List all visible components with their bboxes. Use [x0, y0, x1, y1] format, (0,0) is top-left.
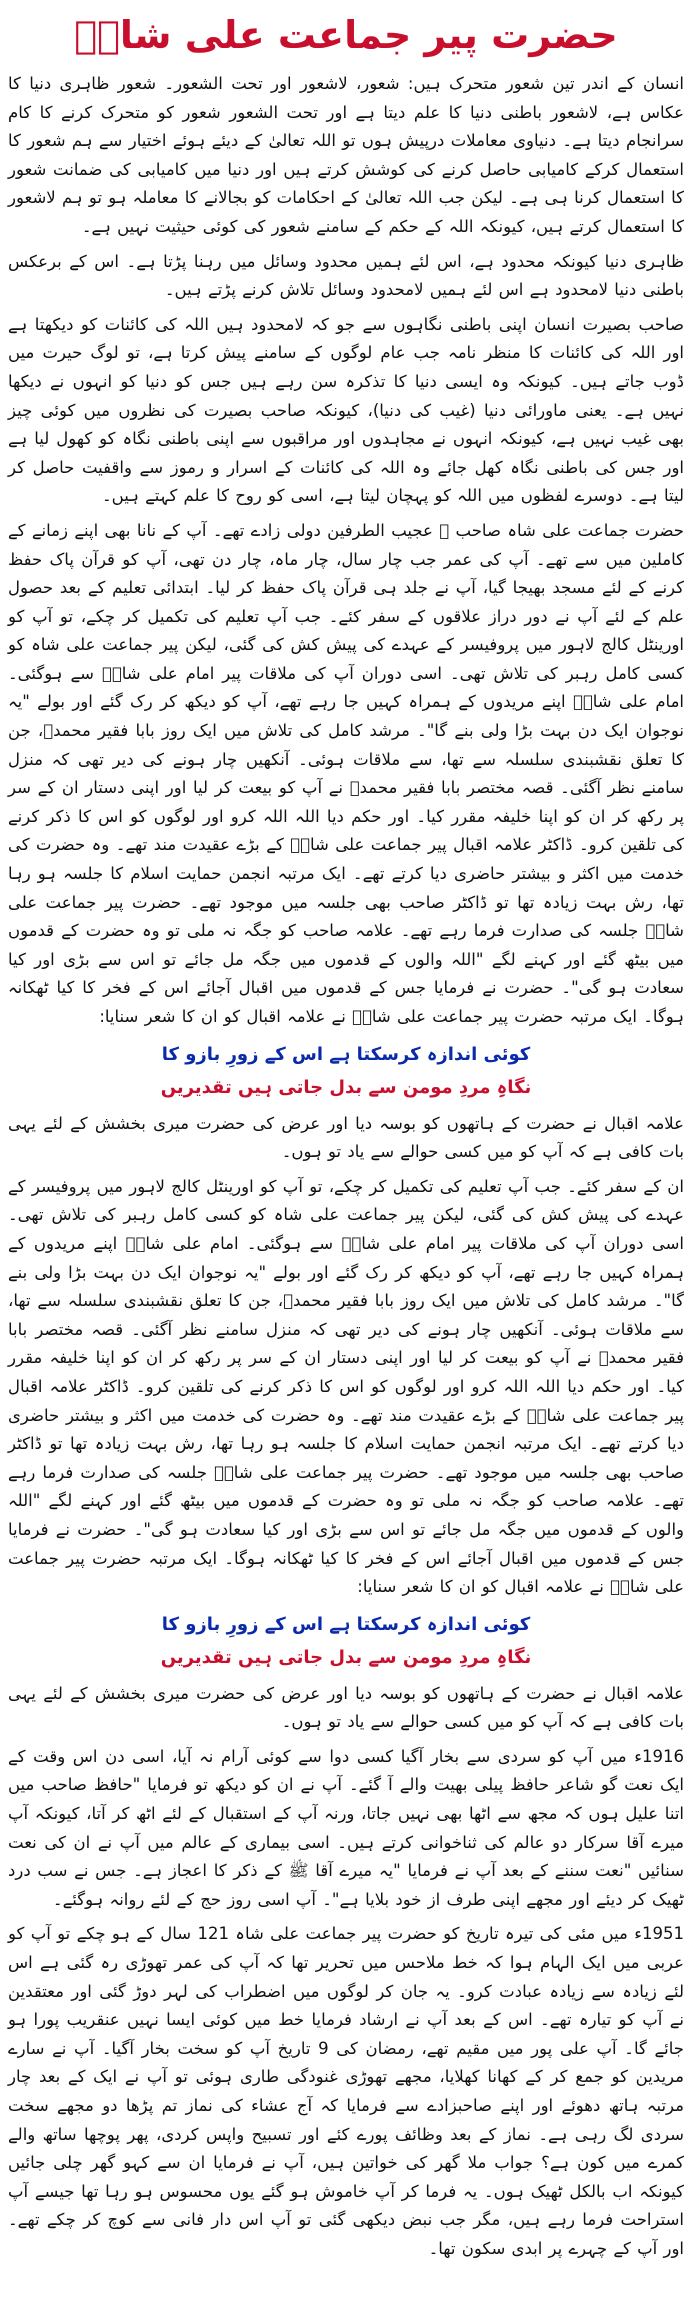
- poetry-couplet: [8, 1608, 684, 1674]
- paragraph: 1951ء میں مئی کی تیرہ تاریخ کو حضرت پیر جماعت علی شاہ 121 سال کے ہو چکے تو آپ کو عربی میں ایک الہام ہوا کہ خط ملاحس میں تحریر تھا کہ آپ کی عمر تھوڑی رہ گئی ہے اس لئے زیادہ سے زیادہ عبادت کرو۔ یہ جان کر لوگوں میں اضطراب کی لہر دوڑ گئی اور معتقدین نے آپ کو تیارہ تھے۔ اس کے بعد آپ نے ارشاد فرمایا خط میں کوئی ایسا نہیں عنقریب پورا ہو جائے گا۔ آپ علی پور میں مقیم تھے، رمضان کی 9 تاریخ آپ کو سخت بخار آگیا۔ آپ نے سارے مریدین کو جمع کر کے کھانا کھلایا، مجھے تھوڑی غنودگی طاری ہوئی تو آپ نے ایک کے بعد چار مرتبہ ہاتھ دھوئے اور اپنے صاحبزادے سے فرمایا کہ آج عشاء کی نماز تم پڑھا دو مجھے سخت سردی لگ رہی ہے۔ نماز کے بعد وظائف پورے کئے اور تسبیح واپس کردی، پھر پوچھا ساتھ والے کمرے میں کون ہے؟ جواب ملا گھر کی خواتین ہیں، آپ نے فرمایا ان سے کہو گھر چلی جائیں کیونکہ اب بالکل ٹھیک ہوں۔ یہ فرما کر آپ خاموش ہو گئے یوں محسوس ہو رہا تھا جیسے آپ استراحت فرما رہے ہیں، مگر جب نبض دیکھی گئی تو آپ اس دار فانی سے کوچ کر چکے تھے۔ اور آپ کے چہرے پر ابدی سکون تھا۔: [8, 1924, 684, 2258]
- paragraph: انسان کے اندر تین شعور متحرک ہیں: شعور، لاشعور اور تحت الشعور۔ شعور ظاہری دنیا کا عکاس ہے، لاشعور باطنی دنیا کا علم دیتا ہے اور تحت الشعور شعور کو متحرک کرنے کا کام سرانجام دیتا ہے۔ دنیاوی معاملات درپیش ہوں تو اللہ تعالیٰ کے دیئے ہوئے اختیار سے ہم شعور کا استعمال کرکے کامیابی حاصل کرنے کی کوشش کرتے ہیں اور دنیا میں کامیابی کی ضمانت شعور کا استعمال کرنا ہی ہے۔ لیکن جب اللہ تعالیٰ کے احکامات کو بجالانے کا معاملہ ہو تو ہم لاشعور کا استعمال کرتے ہیں، کیونکہ اللہ کے حکم کے سامنے شعور کی کوئی حیثیت نہیں ہے۔: [8, 74, 684, 236]
- paragraph: علامہ اقبال نے حضرت کے ہاتھوں کو بوسہ دیا اور عرض کی حضرت میری بخشش کے لئے یہی بات کافی ہے کہ آپ کو میں کسی حوالے سے یاد تو ہوں۔: [8, 1113, 684, 1162]
- couplet-line: نگاہِ مردِ مومن سے بدل جاتی ہیں تقدیریں: [160, 1646, 532, 1668]
- article-title: حضرت پیر جماعت علی شاہؒ: [74, 13, 618, 57]
- article-body: [0, 70, 692, 2319]
- paragraph: حضرت جماعت علی شاہ صاحب ؒ عجیب الطرفین دولی زادے تھے۔ آپ کے نانا بھی اپنے زمانے کے کاملین میں سے تھے۔ آپ کی عمر جب چار سال، چار ماہ، چار دن تھی، آپ کو قرآن پاک حفظ کرنے کے لئے مسجد بھیجا گیا، آپ نے جلد ہی قرآن پاک حفظ کر لیا۔ ابتدائی تعلیم کے بعد حصول علم کے لئے آپ نے دور دراز علاقوں کے سفر کئے۔ جب آپ تعلیم کی تکمیل کر چکے، تو آپ کو اورینٹل کالج لاہور میں پروفیسر کے عہدے کی پیش کش کی گئی، لیکن پیر جماعت علی شاہ کو کسی کامل رہبر کی تلاش تھی۔ اسی دوران آپ کی ملاقات پیر امام علی شاہؒ سے ہوگئی۔ امام علی شاہؒ اپنے مریدوں کے ہمراہ کہیں جا رہے تھے، آپ کو دیکھ کر رک گئے اور بولے "یہ نوجوان ایک دن بہت بڑا ولی بنے گا"۔ مرشد کامل کی تلاش میں ایک روز بابا فقیر محمدؒ، جن کا تعلق نقشبندی سلسلہ سے تھا، سے ملاقات ہوئی۔ آنکھیں چار ہونے کی دیر تھی کہ منزل سامنے نظر آگئی۔ قصہ مختصر بابا فقیر محمدؒ نے آپ کو بیعت کر لیا اور اپنی دستار ان کے سر پر رکھ کر ان کو اپنا خلیفہ مقرر کیا۔ اور حکم دیا اللہ اللہ کرو اور لوگوں کو اس کا ذکر کرنے کی تلقین کرو۔ ڈاکٹر علامہ اقبال پیر جماعت علی شاہؒ کے بڑے عقیدت مند تھے۔ وہ حضرت کی خدمت میں اکثر و بیشتر حاضری دیا کرتے تھے۔ ایک مرتبہ انجمن حمایت اسلام کا جلسہ ہو رہا تھا، رش بہت زیادہ تھا تو ڈاکٹر صاحب بھی جلسہ میں موجود تھے۔ حضرت پیر جماعت علی شاہؒ جلسہ کی صدارت فرما رہے تھے۔ علامہ صاحب کو جگہ نہ ملی تو وہ حضرت کے قدموں میں بیٹھ گئے اور کہنے لگے "اللہ والوں کے قدموں میں جگہ مل جائے تو اس سے بڑی اور کیا سعادت ہو گی"۔ حضرت نے فرمایا جس کے قدموں میں اقبال آجائے اس کے فخر کا کیا ٹھکانہ ہوگا۔ ایک مرتبہ حضرت پیر جماعت علی شاہؒ نے علامہ اقبال کو ان کا شعر سنایا:: [8, 520, 684, 1026]
- couplet-line: کوئی اندازہ کرسکتا ہے اس کے زورِ بازو کا: [161, 1613, 531, 1635]
- couplet-line: نگاہِ مردِ مومن سے بدل جاتی ہیں تقدیریں: [160, 1076, 532, 1098]
- paragraph: ان کے سفر کئے۔ جب آپ تعلیم کی تکمیل کر چکے، تو آپ کو اورینٹل کالج لاہور میں پروفیسر کے عہدے کی پیش کش کی گئی، لیکن پیر جماعت علی شاہ کو کسی کامل رہبر کی تلاش تھی۔ اسی دوران آپ کی ملاقات پیر امام علی شاہؒ سے ہوگئی۔ امام علی شاہؒ اپنے مریدوں کے ہمراہ کہیں جا رہے تھے، آپ کو دیکھ کر رک گئے اور بولے "یہ نوجوان ایک دن بہت بڑا ولی بنے گا"۔ مرشد کامل کی تلاش میں ایک روز بابا فقیر محمدؒ، جن کا تعلق نقشبندی سلسلہ سے تھا، سے ملاقات ہوئی۔ آنکھیں چار ہونے کی دیر تھی کہ منزل سامنے نظر آگئی۔ قصہ مختصر بابا فقیر محمدؒ نے آپ کو بیعت کر لیا اور اپنی دستار ان کے سر پر رکھ کر ان کو اپنا خلیفہ مقرر کیا۔ اور حکم دیا اللہ اللہ کرو اور لوگوں کو اس کا ذکر کرنے کی تلقین کرو۔ ڈاکٹر علامہ اقبال پیر جماعت علی شاہؒ کے بڑے عقیدت مند تھے۔ وہ حضرت کی خدمت میں اکثر و بیشتر حاضری دیا کرتے تھے۔ ایک مرتبہ انجمن حمایت اسلام کا جلسہ ہو رہا تھا، رش بہت زیادہ تھا تو ڈاکٹر صاحب بھی جلسہ میں موجود تھے۔ حضرت پیر جماعت علی شاہؒ جلسہ کی صدارت فرما رہے تھے۔ علامہ صاحب کو جگہ نہ ملی تو وہ حضرت کے قدموں میں بیٹھ گئے اور کہنے لگے "اللہ والوں کے قدموں میں جگہ مل جائے تو اس سے بڑی اور کیا سعادت ہو گی"۔ حضرت نے فرمایا جس کے قدموں میں اقبال آجائے اس کے فخر کا کیا ٹھکانہ ہوگا۔ ایک مرتبہ حضرت پیر جماعت علی شاہؒ نے علامہ اقبال کو ان کا شعر سنایا:: [8, 1176, 684, 1597]
- paragraph: 1916ء میں آپ کو سردی سے بخار آگیا کسی دوا سے کوئی آرام نہ آیا، اسی دن اس وقت کے ایک نعت گو شاعر حافظ پیلی بھیت والے آ گئے۔ آپ نے ان کو دیکھ تو فرمایا "حافظ صاحب میں اتنا علیل ہوں کہ مجھ سے اٹھا بھی نہیں جاتا، ورنہ آپ کے استقبال کے لئے اٹھ کر آتا، کیونکہ آپ میرے آقا سرکار دو عالم کی ثناخوانی کرتے ہیں۔ اسی بیماری کے عالم میں آپ نے ان کی نعت سنائیں "نعت سننے کے بعد آپ نے فرمایا "یہ میرے آقا ﷺ کے ذکر کا اعجاز ہے۔ جس نے سب درد ٹھیک کر دیئے اور مجھے اپنی طرف از خود بلایا ہے"۔ آپ اسی روز حج کے لئے روانہ ہوگئے۔: [8, 1746, 684, 1909]
- poetry-couplet: [8, 1038, 684, 1104]
- paragraph: علامہ اقبال نے حضرت کے ہاتھوں کو بوسہ دیا اور عرض کی حضرت میری بخشش کے لئے یہی بات کافی ہے کہ آپ کو میں کسی حوالے سے یاد تو ہوں۔: [8, 1683, 684, 1732]
- paragraph: صاحب بصیرت انسان اپنی باطنی نگاہوں سے جو کہ لامحدود ہیں اللہ کی کائنات کو دیکھتا ہے اور اللہ کی کائنات کا منظر نامہ جب عام لوگوں کے سامنے پیش کرتا ہے، تو لوگ حیرت میں ڈوب جاتے ہیں۔ کیونکہ وہ ایسی دنیا کا تذکرہ سن رہے ہیں جس کو دنیا کو انہوں نے دیکھا نہیں ہے۔ یعنی ماورائی دنیا (غیب کی دنیا)، کیونکہ صاحب بصیرت کی نظروں میں کوئی چیز بھی غیب نہیں ہے، کیونکہ انہوں نے مجاہدوں اور مراقبوں سے اپنی باطنی نگاہ کو کھول لیا ہے اور جس کی باطنی نگاہ کھل جائے وہ اللہ کی کائنات کے اسرار و رموز سے واقفیت حاصل کر لیتا ہے۔ دوسرے لفظوں میں اللہ کو پہچان لیتا ہے، اسی کو روح کا علم کہتے ہیں۔: [8, 314, 684, 506]
- couplet-line: کوئی اندازہ کرسکتا ہے اس کے زورِ بازو کا: [161, 1043, 531, 1065]
- paragraph: ظاہری دنیا کیونکہ محدود ہے، اس لئے ہمیں محدود وسائل میں رہنا پڑتا ہے۔ اس کے برعکس باطنی دنیا لامحدود ہے اس لئے ہمیں لامحدود وسائل تلاش کرنے پڑتے ہیں۔: [8, 251, 684, 300]
